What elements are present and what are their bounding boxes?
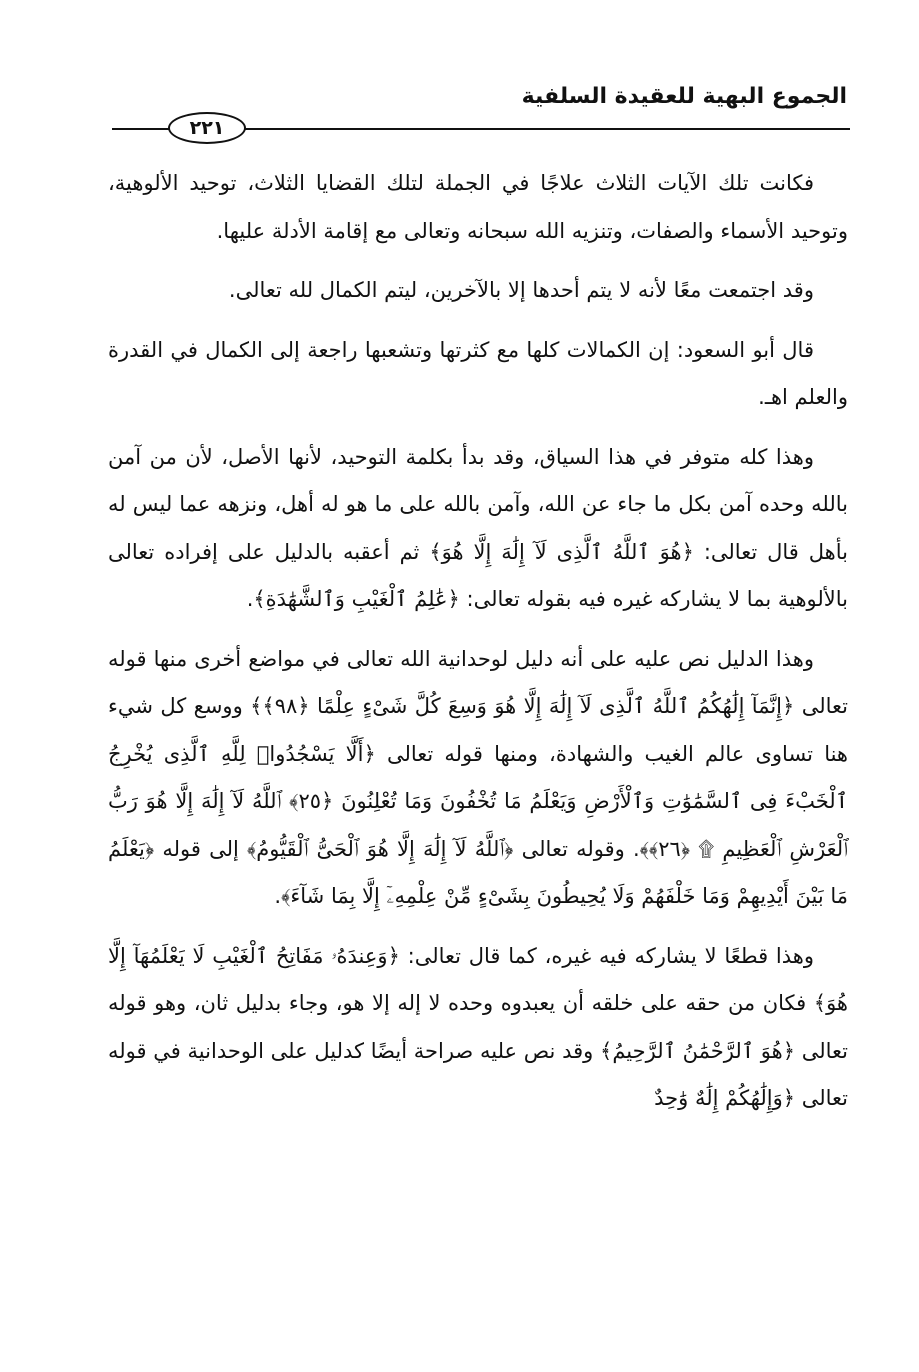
page-number-badge [168, 112, 246, 144]
paragraph-1: فكانت تلك الآيات الثلاث علاجًا في الجملة لتلك القضايا الثلاث، توحيد الألوهية، وتوحيد الأسماء والصفات، وتنزيه الله سبحانه وتعالى مع إقامة الأدلة عليها. [108, 171, 848, 243]
paragraph-4: وهذا كله متوفر في هذا السياق، وقد بدأ بكلمة التوحيد، لأنها الأصل، لأن من آمن بالله وحده آمن بكل ما جاء عن الله، وآمن بالله على ما هو له أهل، ونزهه عما ليس له بأهل قال تعالى: ﴿هُوَ ٱللَّهُ ٱلَّذِى لَآ إِلَٰهَ إِلَّا هُوَ﴾ ثم أعقبه بالدليل على إفراده تعالى بالألوهية بما لا يشاركه غيره فيه بقوله تعالى: ﴿عَٰلِمُ ٱلْغَيْبِ وَٱلشَّهَٰدَةِ﴾. [108, 444, 848, 611]
paragraph-5: وهذا الدليل نص عليه على أنه دليل لوحدانية الله تعالى في مواضع أخرى منها قوله تعالى ﴿إِنَّمَآ إِلَٰهُكُمُ ٱللَّهُ ٱلَّذِى لَآ إِلَٰهَ إِلَّا هُوَ وَسِعَ كُلَّ شَىْءٍ عِلْمًا ﴿٩٨﴾﴾ ووسع كل شيء هنا تساوى عالم الغيب والشهادة، ومنها قوله تعالى ﴿أَلَّا يَسْجُدُوا۟ لِلَّهِ ٱلَّذِى يُخْرِجُ ٱلْخَبْءَ فِى ٱلسَّمَٰوَٰتِ وَٱلْأَرْضِ وَيَعْلَمُ مَا تُخْفُونَ وَمَا تُعْلِنُونَ ﴿٢٥﴾ ٱللَّهُ لَآ إِلَٰهَ إِلَّا هُوَ رَبُّ ٱلْعَرْشِ ٱلْعَظِيمِ ۩ ﴿٢٦﴾﴾. وقوله تعالى ﴿ٱللَّهُ لَآ إِلَٰهَ إِلَّا هُوَ ٱلْحَىُّ ٱلْقَيُّومُ﴾ إلى قوله ﴿يَعْلَمُ مَا بَيْنَ أَيْدِيهِمْ وَمَا خَلْفَهُمْ وَلَا يُحِيطُونَ بِشَىْءٍ مِّنْ عِلْمِهِۦٓ إِلَّا بِمَا شَآءَ﴾. [108, 646, 848, 908]
paragraph-6: وهذا قطعًا لا يشاركه فيه غيره، كما قال تعالى: ﴿وَعِندَهُۥ مَفَاتِحُ ٱلْغَيْبِ لَا يَعْلَمُهَآ إِلَّا هُوَ﴾ فكان من حقه على خلقه أن يعبدوه وحده لا إله إلا هو، وجاء بدليل ثان، وهو قوله تعالى ﴿هُوَ ٱلرَّحْمَٰنُ ٱلرَّحِيمُ﴾ وقد نص عليه صراحة أيضًا كدليل على الوحدانية في قوله تعالى ﴿وَإِلَٰهُكُمْ إِلَٰهٌ وَٰحِدٌ [108, 943, 848, 1110]
running-header-title: الجموع البهية للعقيدة السلفية [521, 84, 847, 109]
paragraph-3: قال أبو السعود: إن الكمالات كلها مع كثرتها وتشعبها راجعة إلى الكمال في القدرة والعلم اهـ. [108, 337, 848, 409]
body-text [108, 160, 848, 1135]
page-number: ٢٢١ [189, 116, 225, 139]
paragraph-2: وقد اجتمعت معًا لأنه لا يتم أحدها إلا بالآخرين، ليتم الكمال لله تعالى. [228, 278, 814, 302]
